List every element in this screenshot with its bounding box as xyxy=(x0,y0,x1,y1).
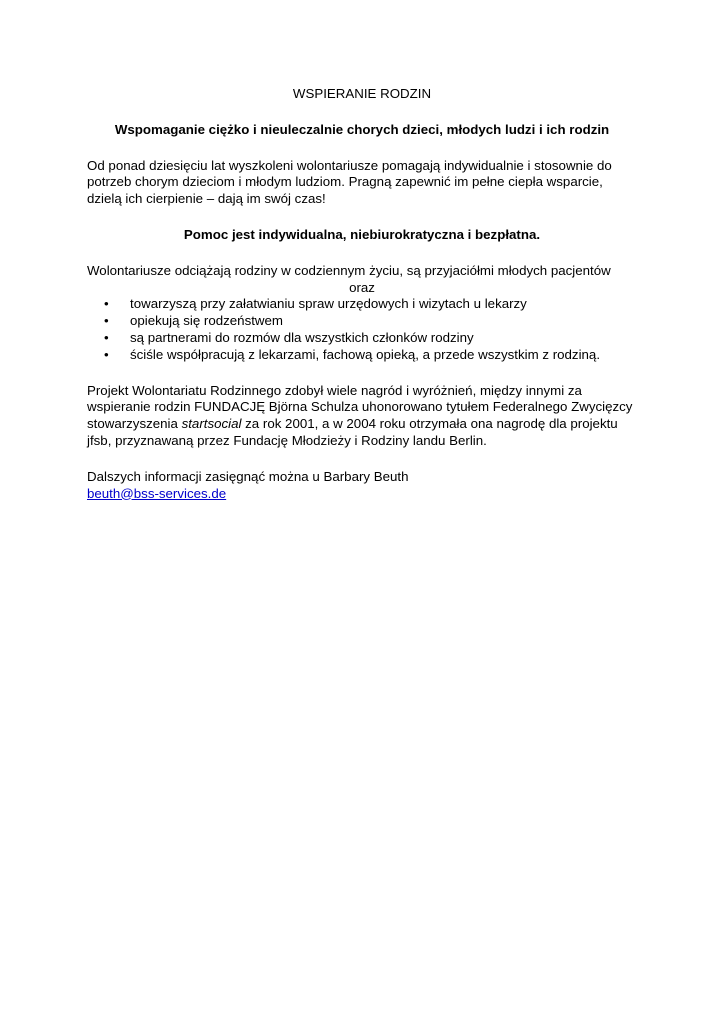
list-item xyxy=(87,330,637,347)
document-subtitle: Wspomaganie ciężko i nieuleczalnie chorych dzieci, młodych ludzi i ich rodzin xyxy=(114,121,610,137)
paragraph-awards xyxy=(87,383,637,450)
awards-text-part2: za rok 2001, a w 2004 roku otrzymała ona nagrodę dla projektu jfsb, przyznawaną przez Fundację Młodzieży i Rodziny landu Berlin. xyxy=(87,416,618,448)
list-item-text: są partnerami do rozmów dla wszystkich członków rodziny xyxy=(130,329,474,345)
contact-email-link[interactable]: beuth@bss-services.de xyxy=(87,485,227,501)
list-item-text: opiekują się rodzeństwem xyxy=(130,313,283,329)
bullet-icon: • xyxy=(104,313,109,329)
paragraph-intro: Od ponad dziesięciu lat wyszkoleni wolontariusze pomagają indywidualnie i stosownie do potrzeb chorym dzieciom i młodym ludziom. Pragną zapewnić im pełne ciepła wsparcie, dzielą ich cierpienie – dają im swój czas! xyxy=(87,157,612,207)
list-item xyxy=(87,296,637,313)
awards-text-part1: Projekt Wolontariatu Rodzinnego zdobył wiele nagród i wyróżnień, między innymi za wspieranie rodzin FUNDACJĘ Björna Schulza uhonorowano tytułem Federalnego Zwycięzcy stowarzyszenia xyxy=(87,382,633,432)
bullet-list xyxy=(87,296,637,363)
oraz-word: oraz xyxy=(349,279,375,295)
contact-line: Dalszych informacji zasięgnąć można u Barbary Beuth xyxy=(87,468,409,484)
contact-email-row xyxy=(87,486,637,503)
startsocial-italic: startsocial xyxy=(181,416,242,432)
volunteers-intro-line: Wolontariusze odciążają rodziny w codziennym życiu, są przyjaciółmi młodych pacjentów xyxy=(87,262,611,278)
bullet-icon: • xyxy=(104,329,109,345)
document-title: WSPIERANIE RODZIN xyxy=(292,86,432,101)
document-body xyxy=(87,86,637,502)
list-item xyxy=(87,313,637,330)
emphasis-statement: Pomoc jest indywidualna, niebiurokratyczna i bezpłatna. xyxy=(183,226,541,242)
list-item-text: towarzyszą przy załatwianiu spraw urzędowych i wizytach u lekarzy xyxy=(130,296,527,312)
list-item xyxy=(87,347,637,364)
bullet-icon: • xyxy=(104,346,109,362)
bullet-icon: • xyxy=(104,296,109,312)
list-item-text: ściśle współpracują z lekarzami, fachową opieką, a przede wszystkim z rodziną. xyxy=(130,346,601,362)
